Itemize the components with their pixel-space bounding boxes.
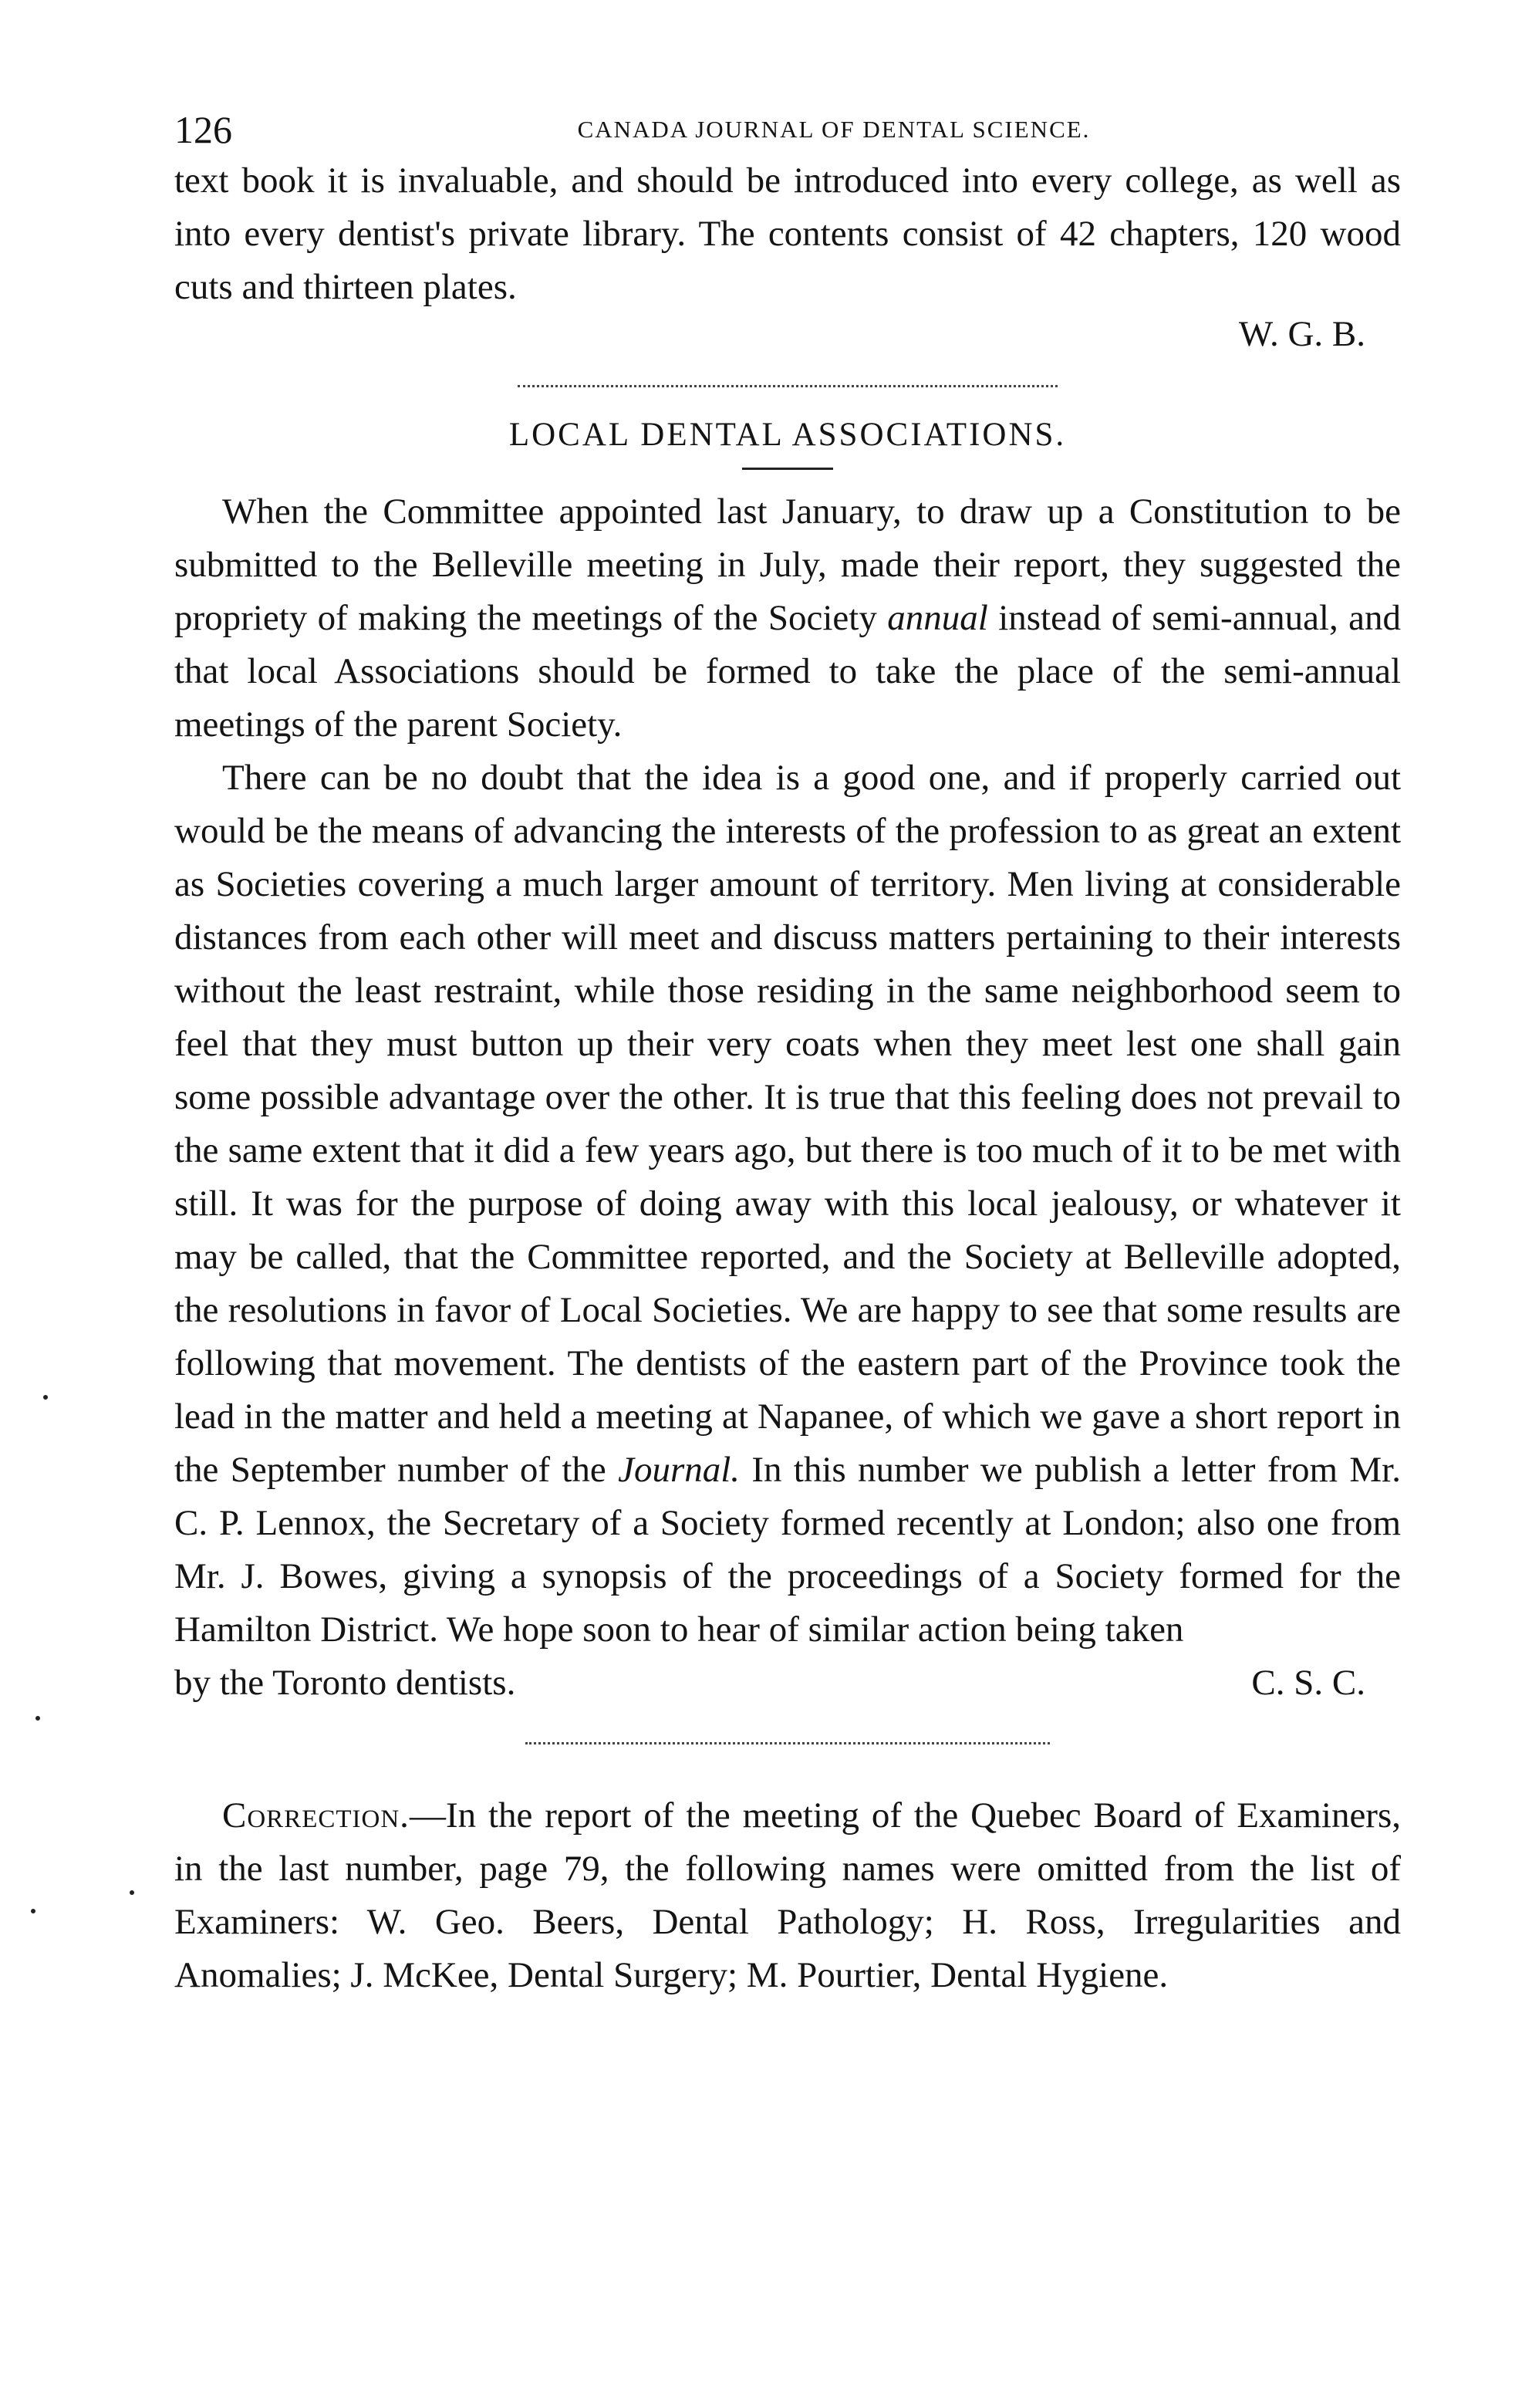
correction-paragraph <box>174 1789 1401 2002</box>
running-head: CANADA JOURNAL OF DENTAL SCIENCE. <box>577 116 1091 143</box>
section-divider-2 <box>525 1742 1050 1744</box>
p2-text-b: In this number we publish a letter from Mr. C. P. Lennox, the Secretary of a Society formed recently at London; also one from Mr. J. Bowes, giving a synopsis of the proceedings of a Society formed for the Hamilton District. We hope soon to hear of similar action being taken <box>174 1450 1401 1650</box>
scan-speck <box>31 1909 35 1913</box>
p2-last-line: by the Toronto dentists. <box>174 1663 516 1703</box>
article-paragraph-1 <box>174 485 1401 751</box>
journal-page <box>174 93 1401 2002</box>
section-divider <box>518 385 1058 387</box>
p1-text-a: When the Committee appointed last January, to draw up a Constitution to be submitted to the Belleville meeting in July, made their report, they suggested the propriety of making the meetings of the Society <box>174 491 1401 638</box>
article-signature: C. S. C. <box>1251 1663 1365 1703</box>
scan-speck <box>130 1890 134 1895</box>
p1-text-b: instead of semi-annual, and that local Associations should be formed to take the place of the semi-annual meetings of the parent Society. <box>174 598 1401 745</box>
article-last-line <box>174 1657 1401 1710</box>
continuation-signature: W. G. B. <box>1238 314 1365 354</box>
correction-label: Correction. <box>222 1795 410 1836</box>
p2-text-a: There can be no doubt that the idea is a good one, and if properly carried out would be the means of advancing the interests of the profession to as great an extent as Societies covering a much larger amount of territory. Men living at considerable distances from each other will meet and discuss matters pertaining to their interests without the least restraint, while those residing in the same neighborhood seem to feel that they must button up their very coats when they meet lest one shall gain some possible advantage over the other. It is true that this feeling does not prevail to the same extent that it did a few years ago, but there is too much of it to be met with still. It was for the purpose of doing away with this local jealousy, or whatever it may be called, that the Committee reported, and the Society at Belleville adopted, the resolutions in favor of Local Societies. We are happy to see that some results are following that movement. The dentists of the eastern part of the Province took the lead in the matter and held a meeting at Napanee, of which we gave a short report in the September number of the <box>174 758 1401 1490</box>
scan-speck <box>43 1395 48 1400</box>
correction-text: —In the report of the meeting of the Quebec Board of Examiners, in the last number, page 79, the following names were omitted from the list of Examiners: W. Geo. Beers, Dental Pathology; H. Ross, Irregularities and Anomalies; J. McKee, Dental Surgery; M. Pourtier, Dental Hygiene. <box>174 1795 1401 1995</box>
article-title: LOCAL DENTAL ASSOCIATIONS. <box>508 417 1067 453</box>
article-paragraph-2 <box>174 751 1401 1657</box>
page-number: 126 <box>174 108 232 151</box>
title-rule <box>742 468 833 470</box>
p2-italic: Journal. <box>618 1450 741 1490</box>
page-header <box>174 93 1401 154</box>
scan-speck <box>35 1716 40 1721</box>
continuation-paragraph: text book it is invaluable, and should be introduced into every college, as well as into every dentist's private library. The contents consist of 42 chapters, 120 wood cuts and thirteen plates. <box>174 160 1401 307</box>
p1-italic: annual <box>887 598 988 638</box>
